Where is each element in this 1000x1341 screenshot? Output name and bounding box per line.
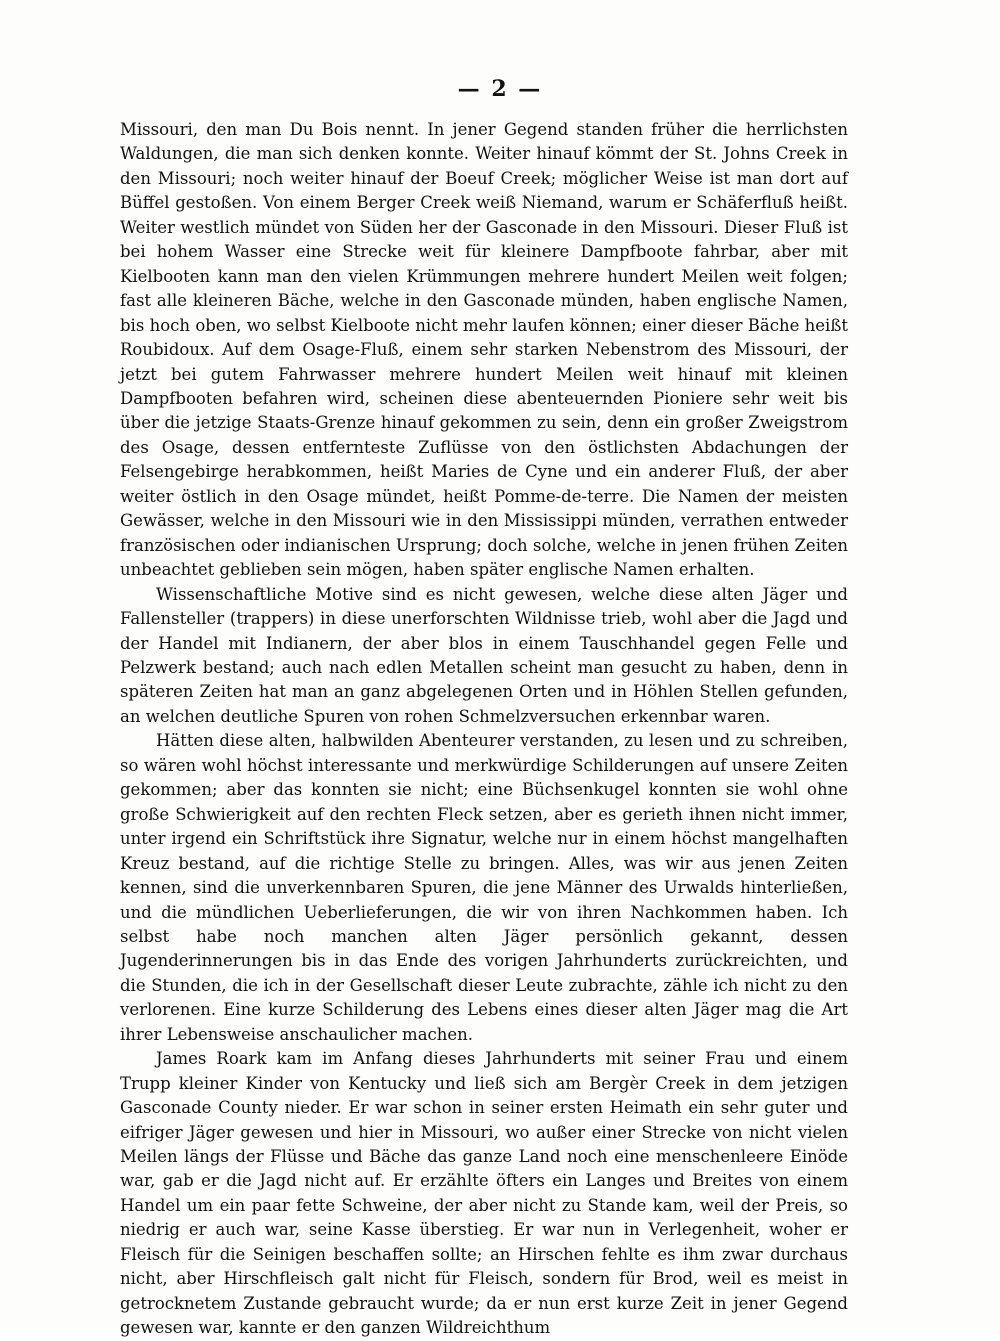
paragraph-adventurers: Hätten diese alten, halbwilden Abenteurer verstanden, zu lesen und zu schreiben, so wären wohl höchst interessante und merkwürdige Schilderungen auf unsere Zeiten gekommen; aber das konnten sie nicht; eine Büchsenkugel konnten sie wohl ohne große Schwierigkeit auf den rechten Fleck setzen, aber es gerieth ihnen nicht immer, unter irgend ein Schriftstück ihre Signatur, welche nur in einem höchst mangelhaften Kreuz bestand, auf die richtige Stelle zu bringen. Alles, was wir aus jenen Zeiten kennen, sind die unverkennbaren Spuren, die jene Männer des Urwalds hinterließen, und die mündlichen Ueberlieferungen, die wir von ihren Nachkommen haben. Ich selbst habe noch manchen alten Jäger persönlich gekannt, dessen Jugenderinnerungen bis in das Ende des vorigen Jahrhunderts zurückreichten, und die Stunden, die ich in der Gesellschaft dieser Leute zubrachte, zähle ich nicht zu den verlorenen. Eine kurze Schilderung des Lebens eines dieser alten Jäger mag die Art ihrer Lebensweise anschaulicher machen.	[120, 731, 848, 1044]
paragraph-scientific-motives: Wissenschaftliche Motive sind es nicht gewesen, welche diese alten Jäger und Fallensteller (trappers) in diese unerforschten Wildnisse trieb, wohl aber die Jagd und der Handel mit Indianern, der aber blos in einem Tauschhandel gegen Felle und Pelzwerk bestand; auch nach edlen Metallen scheint man gesucht zu haben, denn in späteren Zeiten hat man an ganz abgelegenen Orten und in Höhlen Stellen gefunden, an welchen deutliche Spuren von rohen Schmelzversuchen erkennbar waren.	[120, 584, 848, 726]
paragraph-continued: Missouri, den man Du Bois nennt. In jener Gegend standen früher die herrlichsten Waldungen, die man sich denken konnte. Weiter hinauf kömmt der St. Johns Creek in den Missouri; noch weiter hinauf der Boeuf Creek; möglicher Weise ist man dort auf Büffel gestoßen. Von einem Berger Creek weiß Niemand, warum er Schäferfluß heißt. Weiter westlich mündet von Süden her der Gasconade in den Missouri. Dieser Fluß ist bei hohem Wasser eine Strecke weit für kleinere Dampfboote fahrbar, aber mit Kielbooten kann man den vielen Krümmungen mehrere hundert Meilen weit folgen; fast alle kleineren Bäche, welche in den Gasconade münden, haben englische Namen, bis hoch oben, wo selbst Kielboote nicht mehr laufen können; einer dieser Bäche heißt Roubidoux. Auf dem Osage-Fluß, einem sehr starken Nebenstrom des Missouri, der jetzt bei gutem Fahrwasser mehrere hundert Meilen weit hinauf mit kleinen Dampfbooten befahren wird, scheinen diese abenteuernden Pioniere sehr weit bis über die jetzige Staats-Grenze hinauf gekommen zu sein, denn ein großer Zweigstrom des Osage, dessen entfernteste Zuflüsse von den östlichsten Abdachungen der Felsengebirge herabkommen, heißt Maries de Cyne und ein anderer Fluß, der aber weiter östlich in den Osage mündet, heißt Pomme-de-terre. Die Namen der meisten Gewässer, welche in den Missouri wie in den Mississippi münden, verrathen entweder französischen oder indianischen Ursprung; doch solche, welche in jenen frühen Zeiten unbeachtet geblieben sein mögen, haben später englische Namen erhalten.	[120, 120, 848, 580]
paragraph-james-roark: James Roark kam im Anfang dieses Jahrhunderts mit seiner Frau und einem Trupp kleiner Kinder von Kentucky und ließ sich am Bergèr Creek in dem jetzigen Gasconade County nieder. Er war schon in seiner ersten Heimath ein sehr guter und eifriger Jäger gewesen und hier in Missouri, wo außer einer Strecke von nicht vielen Meilen längs der Flüsse und Bäche das ganze Land noch eine menschenleere Einöde war, gab er die Jagd nicht auf. Er erzählte öfters ein Langes und Breites von einem Handel um ein paar fette Schweine, der aber nicht zu Stande kam, weil der Preis, so niedrig er auch war, seine Kasse überstieg. Er war nun in Verlegenheit, woher er Fleisch für die Seinigen beschaffen sollte; an Hirschen fehlte es ihm zwar durchaus nicht, aber Hirschfleisch galt nicht für Fleisch, sondern für Brod, weil es meist in getrocknetem Zustande gebraucht wurde; da er nun erst kurze Zeit in jener Gegend gewesen war, kannte er den ganzen Wildreichthum	[120, 1049, 848, 1338]
page-number: — 2 —	[457, 76, 543, 102]
body-text	[120, 118, 848, 1341]
